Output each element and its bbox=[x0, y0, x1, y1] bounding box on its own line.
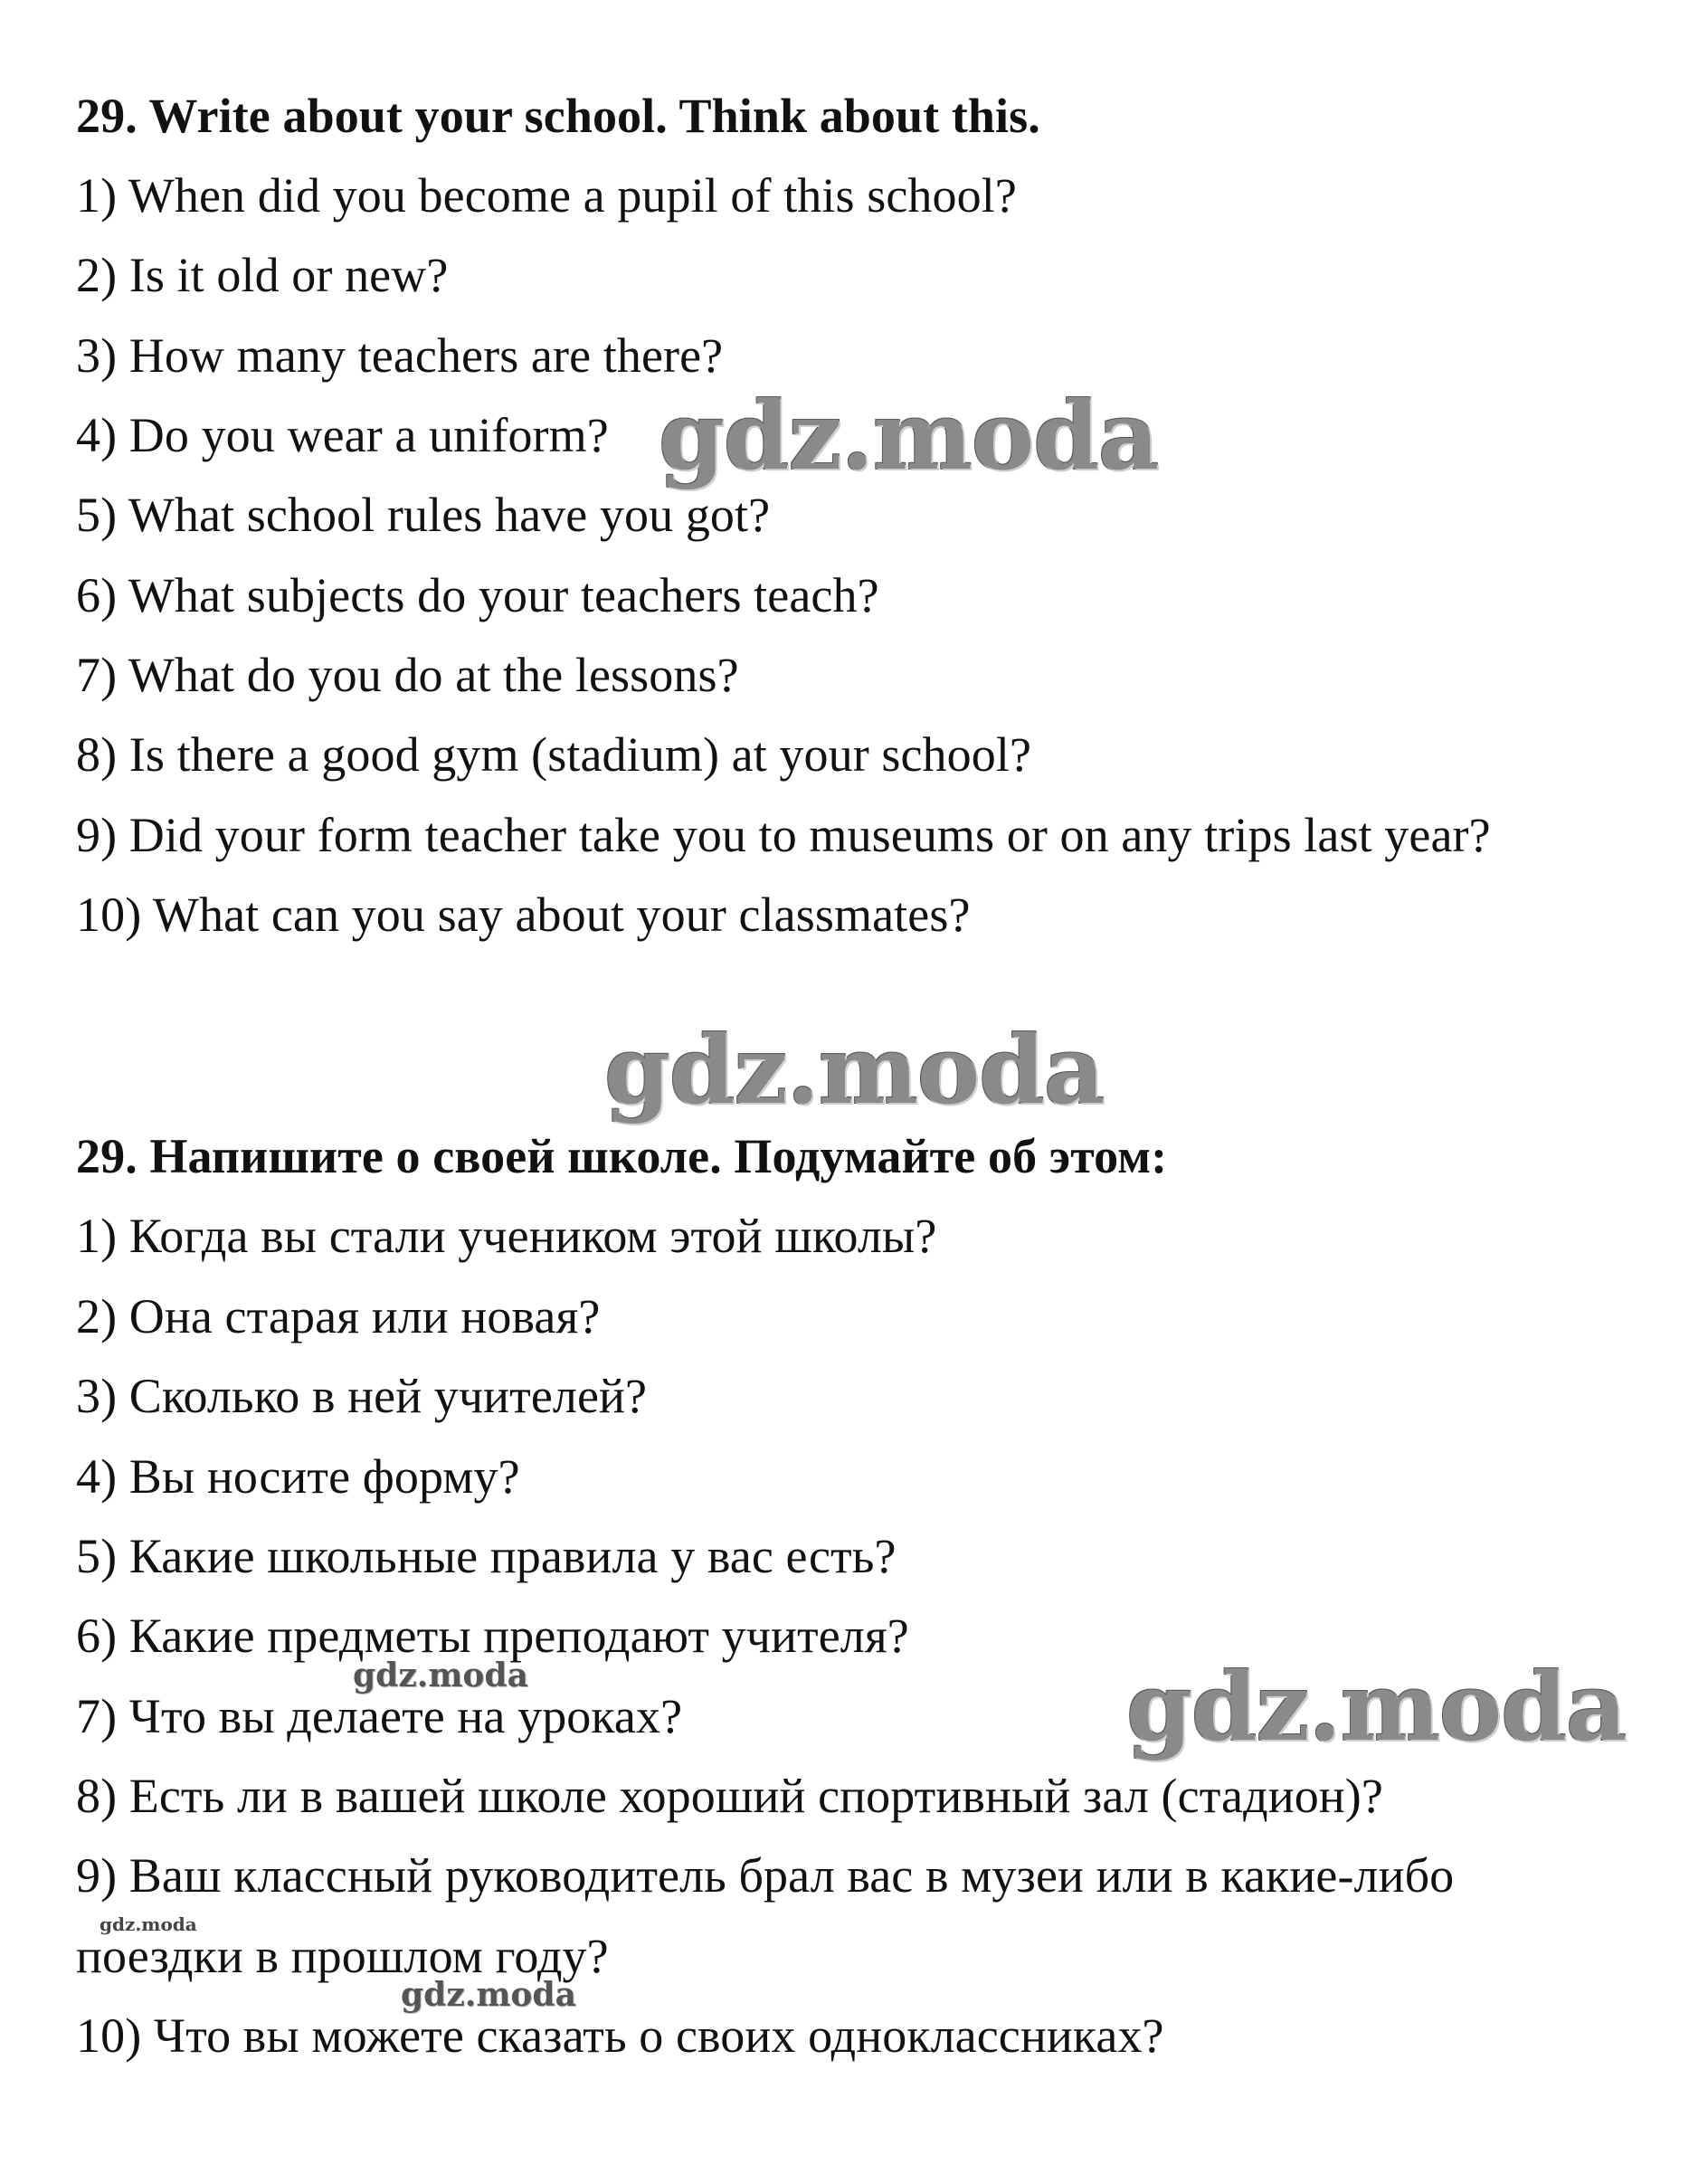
russian-question-3: 3) Сколько в ней учителей? bbox=[76, 1369, 648, 1423]
watermark-logo: gdz.moda bbox=[353, 1657, 528, 1695]
english-question-8: 8) Is there a good gym (stadium) at your school? bbox=[76, 727, 1032, 782]
english-question-4: 4) Do you wear a uniform? bbox=[76, 408, 609, 462]
english-question-3: 3) How many teachers are there? bbox=[76, 328, 724, 383]
russian-question-9-continued: поездки в прошлом году? bbox=[76, 1929, 609, 1983]
russian-question-6: 6) Какие предметы преподают учителя? bbox=[76, 1609, 909, 1663]
russian-question-5: 5) Какие школьные правила у вас есть? bbox=[76, 1529, 897, 1583]
russian-heading: 29. Напишите о своей школе. Подумайте об этом: bbox=[76, 1129, 1168, 1183]
watermark-logo: gdz.moda bbox=[1126, 1651, 1627, 1762]
english-heading: 29. Write about your school. Think about this. bbox=[76, 89, 1040, 143]
russian-question-8: 8) Есть ли в вашей школе хороший спортивный зал (стадион)? bbox=[76, 1769, 1383, 1823]
russian-question-1: 1) Когда вы стали учеником этой школы? bbox=[76, 1209, 937, 1263]
english-question-10: 10) What can you say about your classmates? bbox=[76, 888, 971, 942]
watermark-logo: gdz.moda bbox=[659, 380, 1159, 491]
watermark-logo: gdz.moda bbox=[401, 1976, 576, 2014]
english-question-7: 7) What do you do at the lessons? bbox=[76, 648, 739, 702]
english-question-6: 6) What subjects do your teachers teach? bbox=[76, 568, 879, 622]
english-question-2: 2) Is it old or new? bbox=[76, 248, 449, 302]
russian-question-10: 10) Что вы можете сказать о своих одноклассниках? bbox=[76, 2008, 1164, 2063]
russian-question-7: 7) Что вы делаете на уроках? bbox=[76, 1689, 683, 1743]
watermark-logo: gdz.moda bbox=[604, 1014, 1105, 1125]
english-question-1: 1) When did you become a pupil of this school? bbox=[76, 168, 1017, 223]
russian-question-9: 9) Ваш классный руководитель брал вас в музеи или в какие-либо bbox=[76, 1848, 1455, 1903]
watermark-logo: gdz.moda bbox=[100, 1913, 197, 1935]
russian-question-2: 2) Она старая или новая? bbox=[76, 1289, 601, 1343]
russian-question-4: 4) Вы носите форму? bbox=[76, 1449, 520, 1504]
english-question-5: 5) What school rules have you got? bbox=[76, 488, 771, 542]
english-question-9: 9) Did your form teacher take you to museums or on any trips last year? bbox=[76, 808, 1491, 862]
